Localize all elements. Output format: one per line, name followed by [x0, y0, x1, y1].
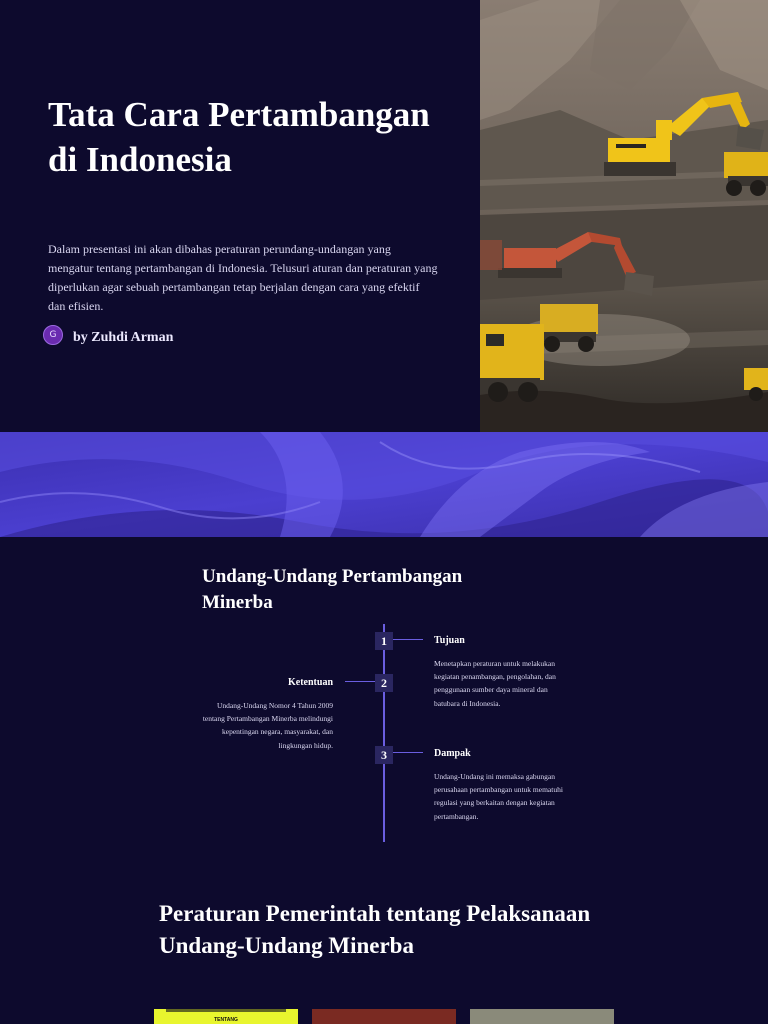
thumbnail-document[interactable]: [154, 1009, 298, 1024]
timeline-connector-3: [393, 752, 423, 753]
hero-title: Tata Cara Pertambangan di Indonesia: [48, 95, 430, 179]
timeline-connector-1: [393, 639, 423, 640]
abstract-purple-banner: [0, 432, 768, 537]
author-name: by Zuhdi Arman: [73, 330, 174, 345]
section-title-peraturan-pemerintah: Peraturan Pemerintah tentang Pelaksanaan Undang-Undang Minerba: [159, 901, 591, 958]
timeline-heading-tujuan: Tujuan: [434, 635, 465, 646]
thumbnail-photo-gray[interactable]: [470, 1009, 614, 1024]
hero-description: Dalam presentasi ini akan dibahas peraturan perundang-undangan yang mengatur tentang pertambangan di Indonesia. Telusuri aturan dan peraturan yang diperlukan agar sebuah pertambangan tetap berjalan dengan cara yang efektif dan efisien.: [48, 242, 438, 313]
timeline-line: [383, 624, 385, 842]
timeline-text-dampak: Undang-Undang ini memaksa gabungan perusahaan pertambangan untuk mematuhi regulasi yang berkaitan dengan kegiatan pertambangan.: [434, 772, 563, 821]
hero-section: [0, 0, 768, 432]
thumbnail-label: TENTANG: [214, 1017, 238, 1023]
timeline-heading-dampak: Dampak: [434, 748, 471, 759]
timeline-node-2: 2: [375, 674, 393, 692]
timeline-text-ketentuan: Undang-Undang Nomor 4 Tahun 2009 tentang Pertambangan Minerba melindungi kepentingan negara, masyarakat, dan lingkungan hidup.: [202, 701, 333, 750]
author-byline: [43, 324, 173, 346]
timeline-connector-2: [345, 681, 375, 682]
timeline-node-1: 1: [375, 632, 393, 650]
thumbnail-photo-red[interactable]: [312, 1009, 456, 1024]
author-avatar[interactable]: G: [43, 325, 63, 345]
timeline-text-tujuan: Menetapkan peraturan untuk melakukan kegiatan penambangan, pengolahan, dan penggunaan sumber daya mineral dan batubara di Indonesia.: [434, 659, 556, 708]
section-title-uu-minerba: Undang-Undang Pertambangan Minerba: [202, 566, 463, 613]
thumbnail-strip: [166, 1009, 286, 1012]
timeline-node-3: 3: [375, 746, 393, 764]
timeline-heading-ketentuan: Ketentuan: [288, 677, 333, 688]
mining-excavator-photo: [480, 0, 768, 432]
